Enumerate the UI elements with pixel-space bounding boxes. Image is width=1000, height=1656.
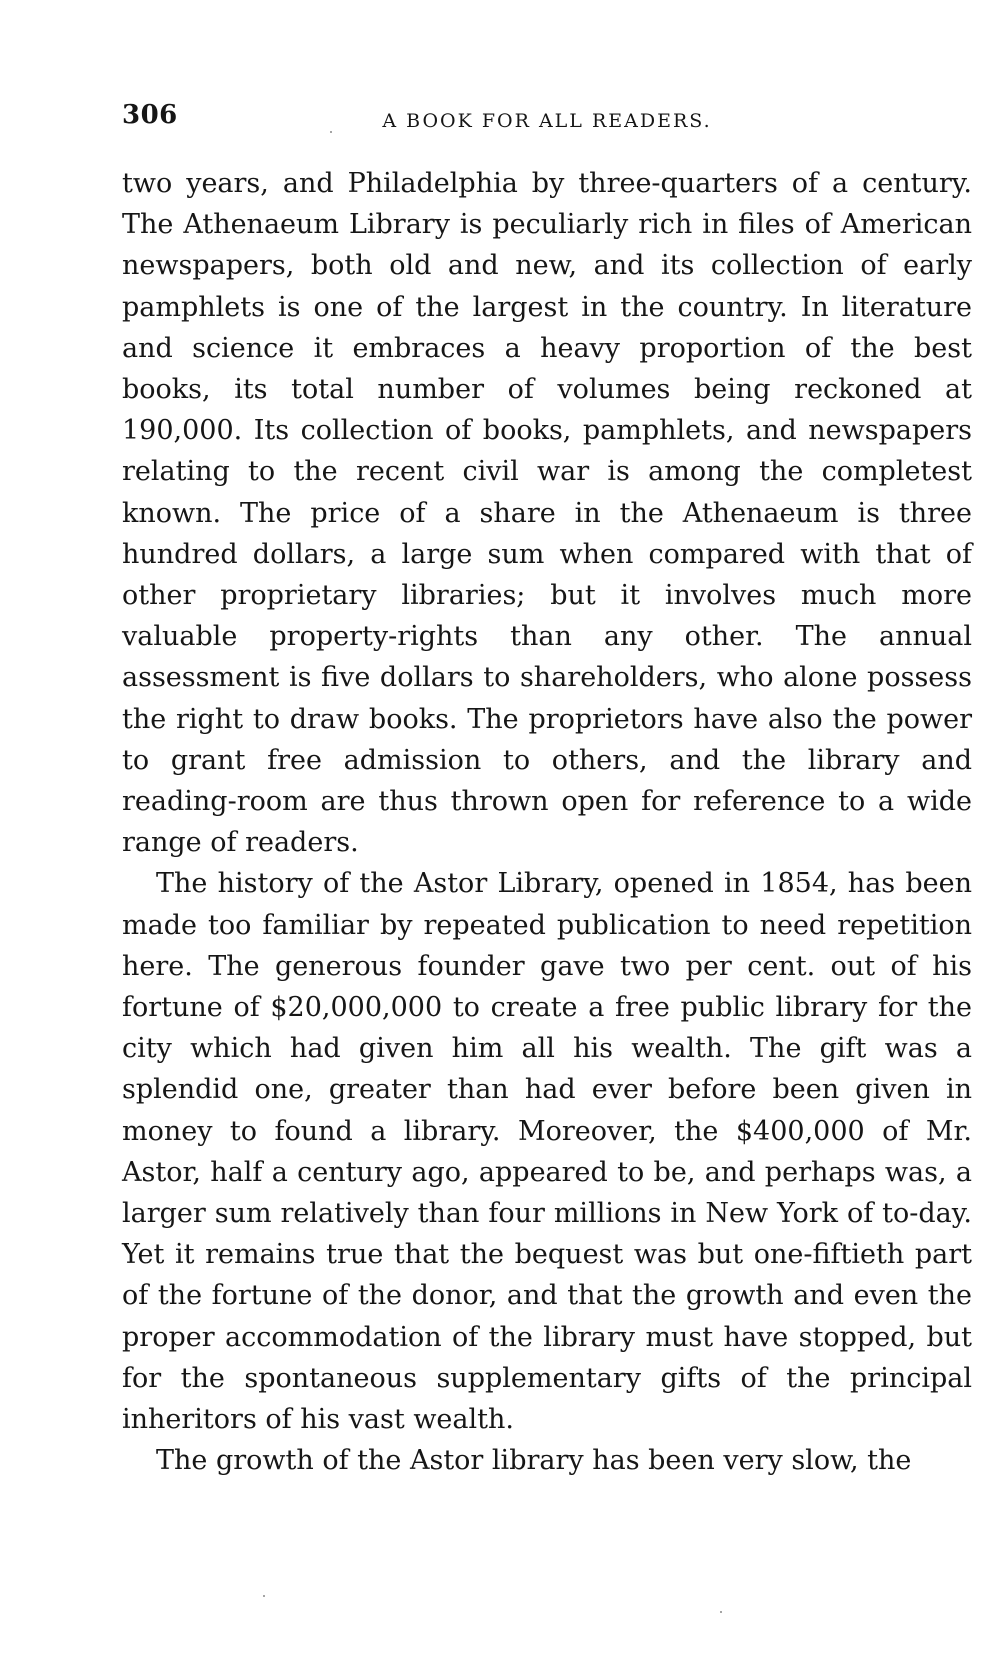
paragraph-continued: two years, and Philadelphia by three-quarters of a century. The Athenaeum Library is peculiarly rich in files of American newspapers, both old and new, and its collection of early pamphlets is one of the largest in the country. In literature and science it embraces a heavy proportion of the best books, its total number of volumes being reckoned at 190,000. Its collection of books, pamphlets, and newspapers relating to the recent civil war is among the completest known. The price of a share in the Athenaeum is three hundred dollars, a large sum when compared with that of other proprietary libraries; but it involves much more valuable property-rights than any other. The annual assessment is five dollars to shareholders, who alone possess the right to draw books. The proprietors have also the power to grant free admission to others, and the library and reading-room are thus thrown open for reference to a wide range of readers. xyxy=(122,168,972,859)
print-speck xyxy=(330,131,332,133)
paragraph-astor-growth: The growth of the Astor library has been very slow, the xyxy=(156,1445,912,1477)
body-text xyxy=(122,163,972,1482)
running-title: A BOOK FOR ALL READERS. xyxy=(382,110,712,132)
page-header xyxy=(122,100,972,140)
page-number: 306 xyxy=(122,100,178,130)
paragraph-astor-history: The history of the Astor Library, opened in 1854, has been made too familiar by repeated publication to need repetition here. The generous founder gave two per cent. out of his fortune of $20,000,000 to create a free public library for the city which had given him all his wealth. The gift was a splendid one, greater than had ever before been given in money to found a library. Moreover, the $400,000 of Mr. Astor, half a century ago, appeared to be, and perhaps was, a larger sum relatively than four millions in New York of to-day. Yet it remains true that the bequest was but one-fiftieth part of the fortune of the donor, and that the growth and even the proper accommodation of the library must have stopped, but for the spontaneous supplementary gifts of the principal inheritors of his vast wealth. xyxy=(122,868,972,1436)
print-speck xyxy=(720,1611,722,1613)
print-speck xyxy=(263,1595,265,1597)
